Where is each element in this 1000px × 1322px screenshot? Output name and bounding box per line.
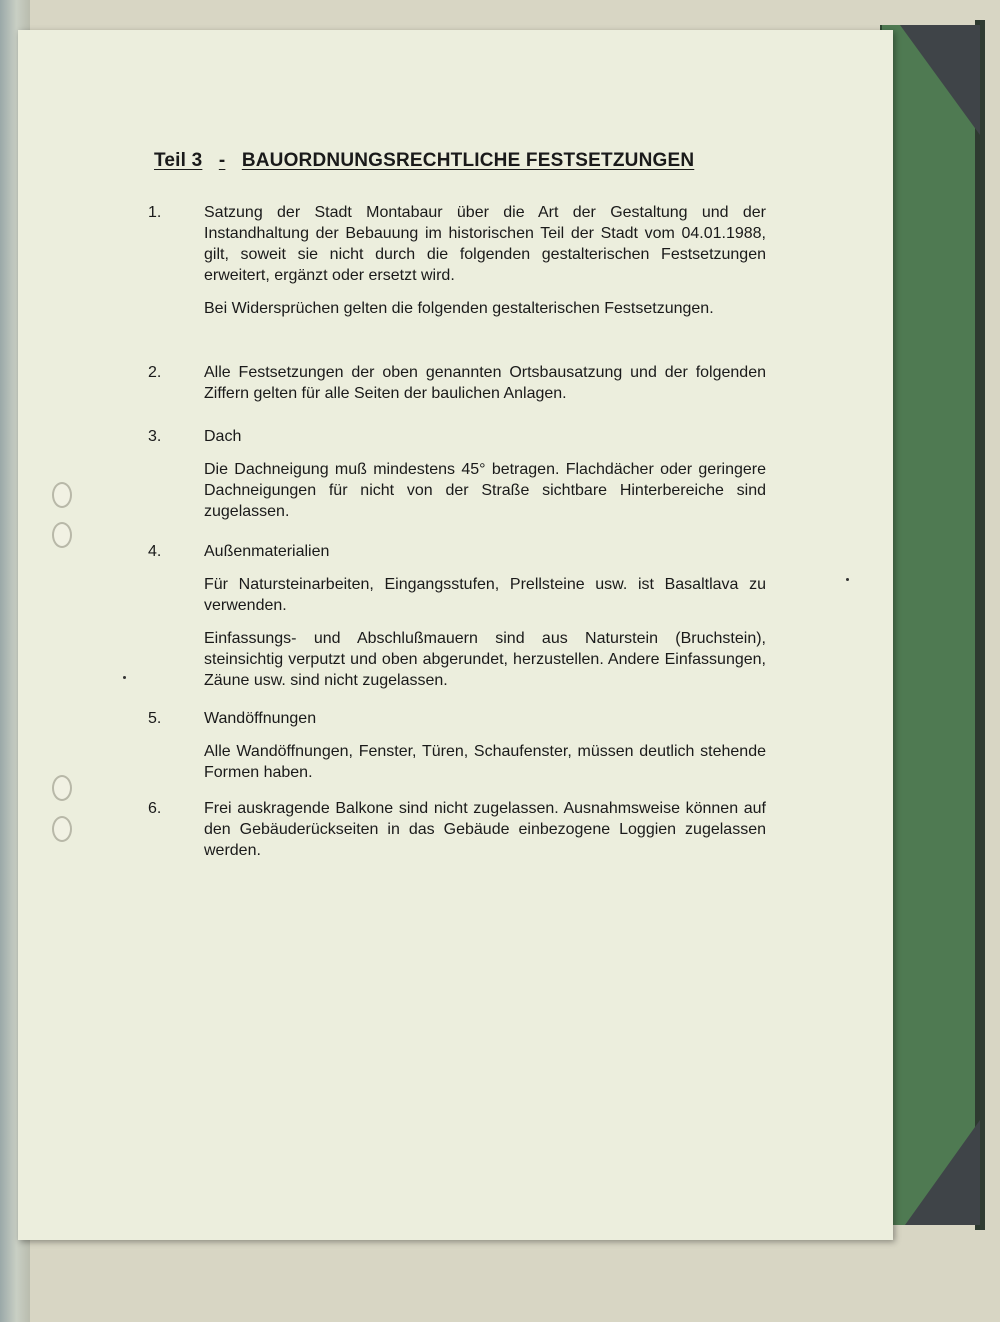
item-number: 2. — [148, 364, 162, 381]
binder-cover — [880, 25, 982, 1225]
item-paragraph: Satzung der Stadt Montabaur über die Art der Gestaltung und der Instandhaltung der Bebauung im historischen Teil der Stadt vom 04.01.1988, gilt, soweit sie nicht durch die folgenden gestalterischen Festsetzungen erweitert, ergänzt oder ersetzt wird. — [204, 204, 766, 284]
item-number: 3. — [148, 428, 162, 445]
item-body — [204, 541, 766, 703]
item-number: 4. — [148, 543, 162, 560]
heading-title: BAUORDNUNGSRECHTLICHE FESTSETZUNGEN — [241, 150, 695, 171]
item-title: Außenmaterialien — [204, 543, 330, 560]
binder-spine — [975, 20, 985, 1230]
heading-prefix: Teil 3 — [154, 150, 203, 171]
document-content — [18, 30, 893, 1240]
item-number: 6. — [148, 800, 162, 817]
item-body — [204, 426, 766, 534]
item-body — [204, 708, 766, 795]
item-paragraph: Alle Festsetzungen der oben genannten Ortsbausatzung und der folgenden Ziffern gelten für alle Seiten der baulichen Anlagen. — [204, 364, 766, 402]
item-number: 1. — [148, 204, 162, 221]
section-heading — [154, 150, 694, 172]
item-paragraph: Alle Wandöffnungen, Fenster, Türen, Schaufenster, müssen deutlich stehende Formen haben. — [204, 743, 766, 781]
item-number: 5. — [148, 710, 162, 727]
item-title: Wandöffnungen — [204, 710, 317, 727]
item-paragraph: Frei auskragende Balkone sind nicht zugelassen. Ausnahmsweise können auf den Gebäuderückseiten in das Gebäude einbezogene Loggien zugelassen werden. — [204, 800, 766, 859]
item-paragraph: Bei Widersprüchen gelten die folgenden gestalterischen Festsetzungen. — [204, 300, 714, 317]
heading-separator: - — [218, 150, 226, 171]
document-page — [18, 30, 893, 1240]
item-paragraph: Einfassungs- und Abschlußmauern sind aus Naturstein (Bruchstein), steinsichtig verputzt und oben abgerundet, herzustellen. Andere Einfassungen, Zäune usw. sind nicht zugelassen. — [204, 630, 766, 689]
item-body — [204, 798, 766, 873]
item-body — [204, 202, 766, 331]
item-title: Dach — [204, 428, 242, 445]
item-body — [204, 362, 766, 416]
item-paragraph: Die Dachneigung muß mindestens 45° betragen. Flachdächer oder geringere Dachneigungen für nicht von der Straße sichtbare Hinterbereiche sind zugelassen. — [204, 461, 766, 520]
item-paragraph: Für Natursteinarbeiten, Eingangsstufen, Prellsteine usw. ist Basaltlava zu verwenden. — [204, 576, 766, 614]
